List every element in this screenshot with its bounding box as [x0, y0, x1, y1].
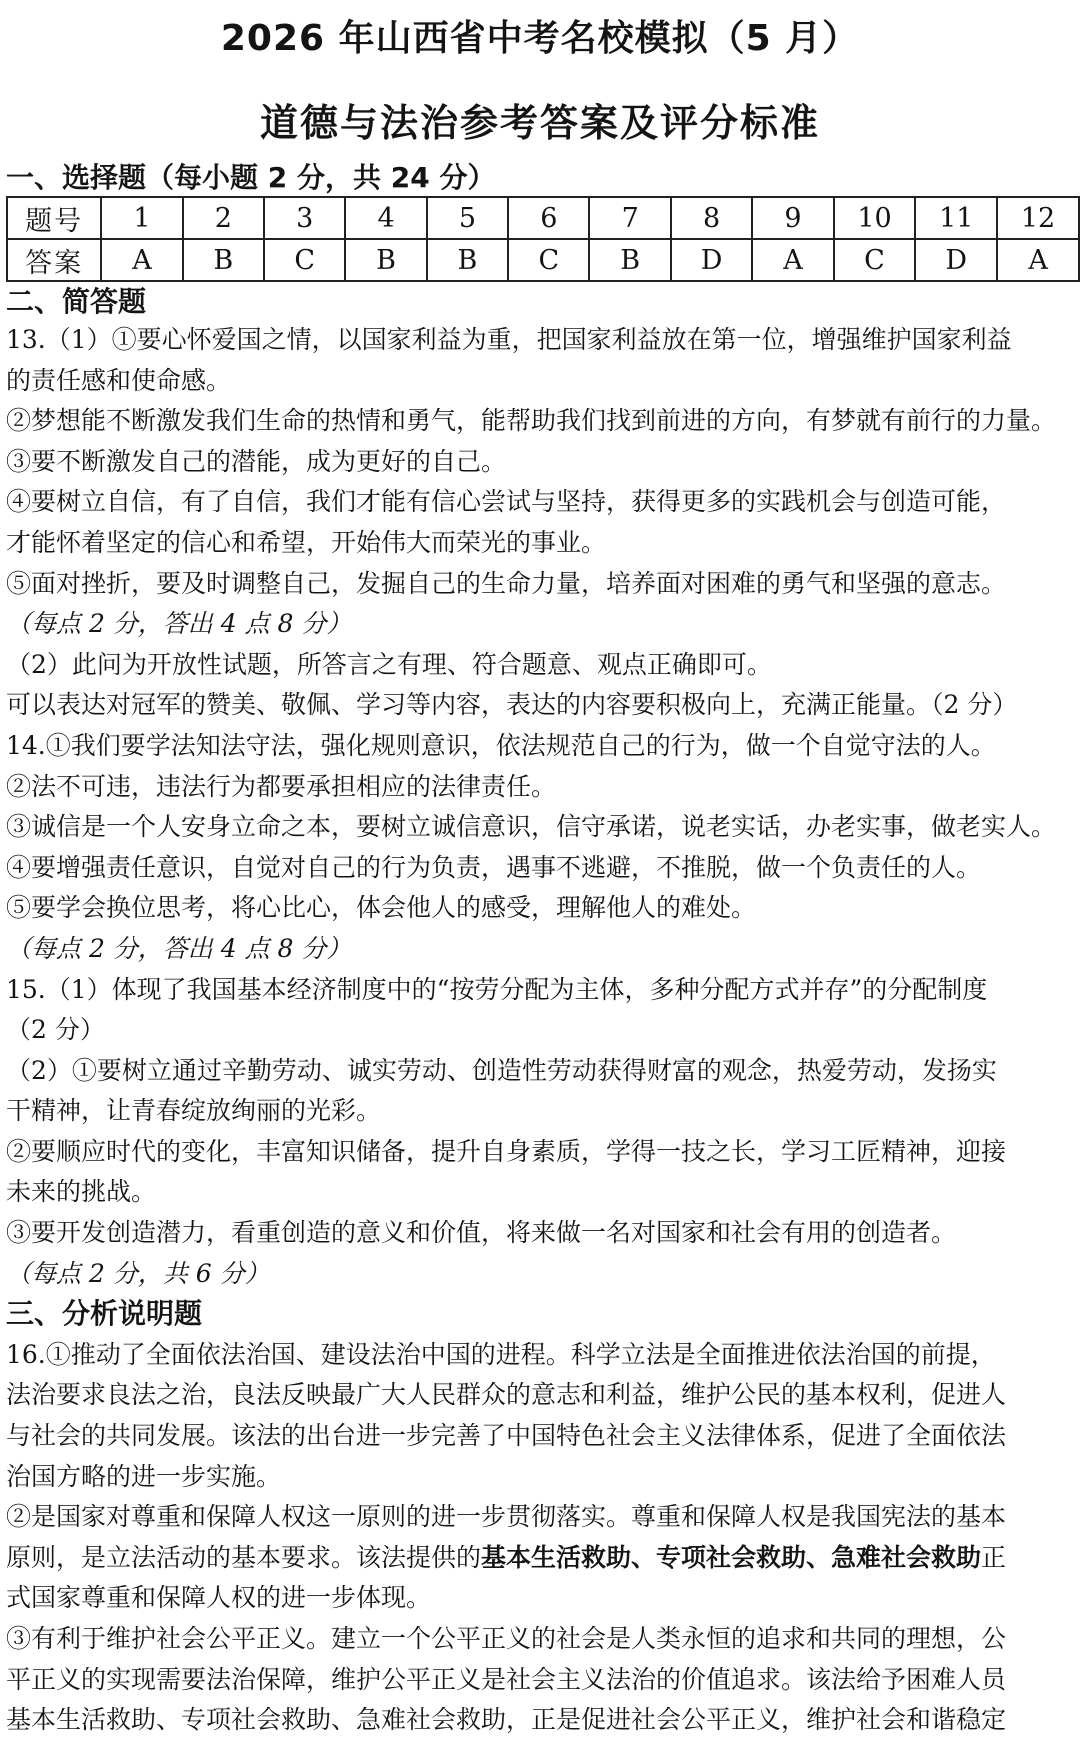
text-line: 式国家尊重和保障人权的进一步体现。	[6, 1583, 432, 1613]
text-line: 与社会的共同发展。该法的出台进一步完善了中国特色社会主义法律体系，促进了全面依法	[6, 1421, 1007, 1451]
table-cell: 8	[671, 197, 752, 239]
text-line: ④要树立自信，有了自信，我们才能有信心尝试与坚持，获得更多的实践机会与创造可能，	[6, 487, 1007, 517]
text-line: 13.（1）①要心怀爱国之情，以国家利益为重，把国家利益放在第一位，增强维护国家利益	[6, 325, 1012, 354]
table-cell: A	[101, 239, 182, 281]
table-cell: B	[589, 239, 670, 281]
table-cell: D	[915, 239, 997, 281]
scoring-note: （每点 2 分，共 6 分）	[6, 1258, 270, 1288]
text-line: 的责任感和使命感。	[6, 365, 232, 395]
row-label-answer: 答案	[7, 239, 101, 281]
table-cell: 10	[834, 197, 916, 239]
answer-body	[6, 320, 1080, 1741]
table-cell: 1	[101, 197, 182, 239]
table-cell: 11	[915, 197, 997, 239]
text-line: 基本生活救助、专项社会救助、急难社会救助，正是促进社会公平正义，维护社会和谐稳定	[6, 1705, 1007, 1735]
text-line: ⑤面对挫折，要及时调整自己，发掘自己的生命力量，培养面对困难的勇气和坚强的意志。	[6, 568, 1007, 598]
table-cell: 5	[427, 197, 508, 239]
table-cell: B	[427, 239, 508, 281]
scoring-note: （每点 2 分，答出 4 点 8 分）	[6, 933, 352, 963]
section-heading-short-answer: 二、简答题	[6, 285, 147, 318]
page-subtitle: 道德与法治参考答案及评分标准	[259, 101, 820, 145]
text-line: ②法不可违，违法行为都要承担相应的法律责任。	[6, 771, 557, 801]
table-cell: 3	[264, 197, 345, 239]
table-cell: 12	[997, 197, 1079, 239]
answer-table	[6, 196, 1080, 282]
text-span: 原则，是立法活动的基本要求。该法提供的	[6, 1542, 482, 1572]
table-row-numbers	[7, 197, 1079, 239]
text-line: 未来的挑战。	[6, 1177, 157, 1207]
table-row-answers	[7, 239, 1079, 281]
table-cell: D	[671, 239, 752, 281]
text-line: 可以表达对冠军的赞美、敬佩、学习等内容，表达的内容要积极向上，充满正能量。（2 分）	[6, 690, 1018, 720]
text-line: （2）此问为开放性试题，所答言之有理、符合题意、观点正确即可。	[6, 649, 772, 679]
table-cell: 6	[508, 197, 589, 239]
table-cell: 9	[752, 197, 833, 239]
scoring-note: （每点 2 分，答出 4 点 8 分）	[6, 609, 352, 639]
table-cell: B	[345, 239, 426, 281]
table-cell: C	[508, 239, 589, 281]
text-line: 法治要求良法之治，良法反映最广大人民群众的意志和利益，维护公民的基本权利，促进人	[6, 1380, 1007, 1410]
table-cell: C	[834, 239, 916, 281]
section-heading-choice: 一、选择题（每小题 2 分，共 24 分）	[6, 161, 496, 194]
text-line: 治国方略的进一步实施。	[6, 1461, 282, 1491]
text-line: （2 分）	[6, 1015, 105, 1045]
table-cell: 4	[345, 197, 426, 239]
text-line: （2）①要树立通过辛勤劳动、诚实劳动、创造性劳动获得财富的观念，热爱劳动，发扬实	[6, 1055, 997, 1085]
text-line: 才能怀着坚定的信心和希望，开始伟大而荣光的事业。	[6, 527, 607, 557]
text-line: ④要增强责任意识，自觉对自己的行为负责，遇事不逃避，不推脱，做一个负责任的人。	[6, 852, 982, 882]
text-line-with-bold	[6, 1538, 1080, 1579]
text-line: ③有利于维护社会公平正义。建立一个公平正义的社会是人类永恒的追求和共同的理想，公	[6, 1624, 1007, 1653]
row-label-question: 题号	[7, 197, 101, 239]
text-line: 16.①推动了全面依法治国、建设法治中国的进程。科学立法是全面推进依法治国的前提，	[6, 1339, 996, 1369]
table-cell: A	[752, 239, 833, 281]
text-line: ③要开发创造潜力，看重创造的意义和价值，将来做一名对国家和社会有用的创造者。	[6, 1218, 957, 1248]
text-span: 正	[981, 1542, 1007, 1572]
table-cell: A	[997, 239, 1079, 281]
text-line: ③诚信是一个人安身立命之本，要树立诚信意识，信守承诺，说老实话，办老实事，做老实人。	[6, 812, 1057, 842]
section-heading-analysis: 三、分析说明题	[6, 1297, 203, 1331]
table-cell: B	[183, 239, 264, 281]
bold-text: 基本生活救助、专项社会救助、急难社会救助	[481, 1542, 982, 1572]
page-title: 2026 年山西省中考名校模拟（5 月）	[220, 18, 860, 59]
table-cell: C	[264, 239, 345, 281]
text-line: 14.①我们要学法知法守法，强化规则意识，依法规范自己的行为，做一个自觉守法的人。	[6, 730, 996, 760]
text-line: 平正义的实现需要法治保障，维护公平正义是社会主义法治的价值追求。该法给予困难人员	[6, 1664, 1007, 1694]
text-line: ②梦想能不断激发我们生命的热情和勇气，能帮助我们找到前进的方向，有梦就有前行的力量。	[6, 406, 1057, 436]
text-line: ③要不断激发自己的潜能，成为更好的自己。	[6, 446, 507, 476]
table-cell: 7	[589, 197, 670, 239]
text-line: ②是国家对尊重和保障人权这一原则的进一步贯彻落实。尊重和保障人权是我国宪法的基本	[6, 1502, 1007, 1532]
text-line: 干精神，让青春绽放绚丽的光彩。	[6, 1096, 382, 1126]
text-line: ②要顺应时代的变化，丰富知识储备，提升自身素质，学得一技之长，学习工匠精神，迎接	[6, 1136, 1007, 1166]
text-line: ⑤要学会换位思考，将心比心，体会他人的感受，理解他人的难处。	[6, 893, 757, 923]
text-line: 15.（1）体现了我国基本经济制度中的“按劳分配为主体，多种分配方式并存”的分配制度	[6, 974, 988, 1004]
table-cell: 2	[183, 197, 264, 239]
